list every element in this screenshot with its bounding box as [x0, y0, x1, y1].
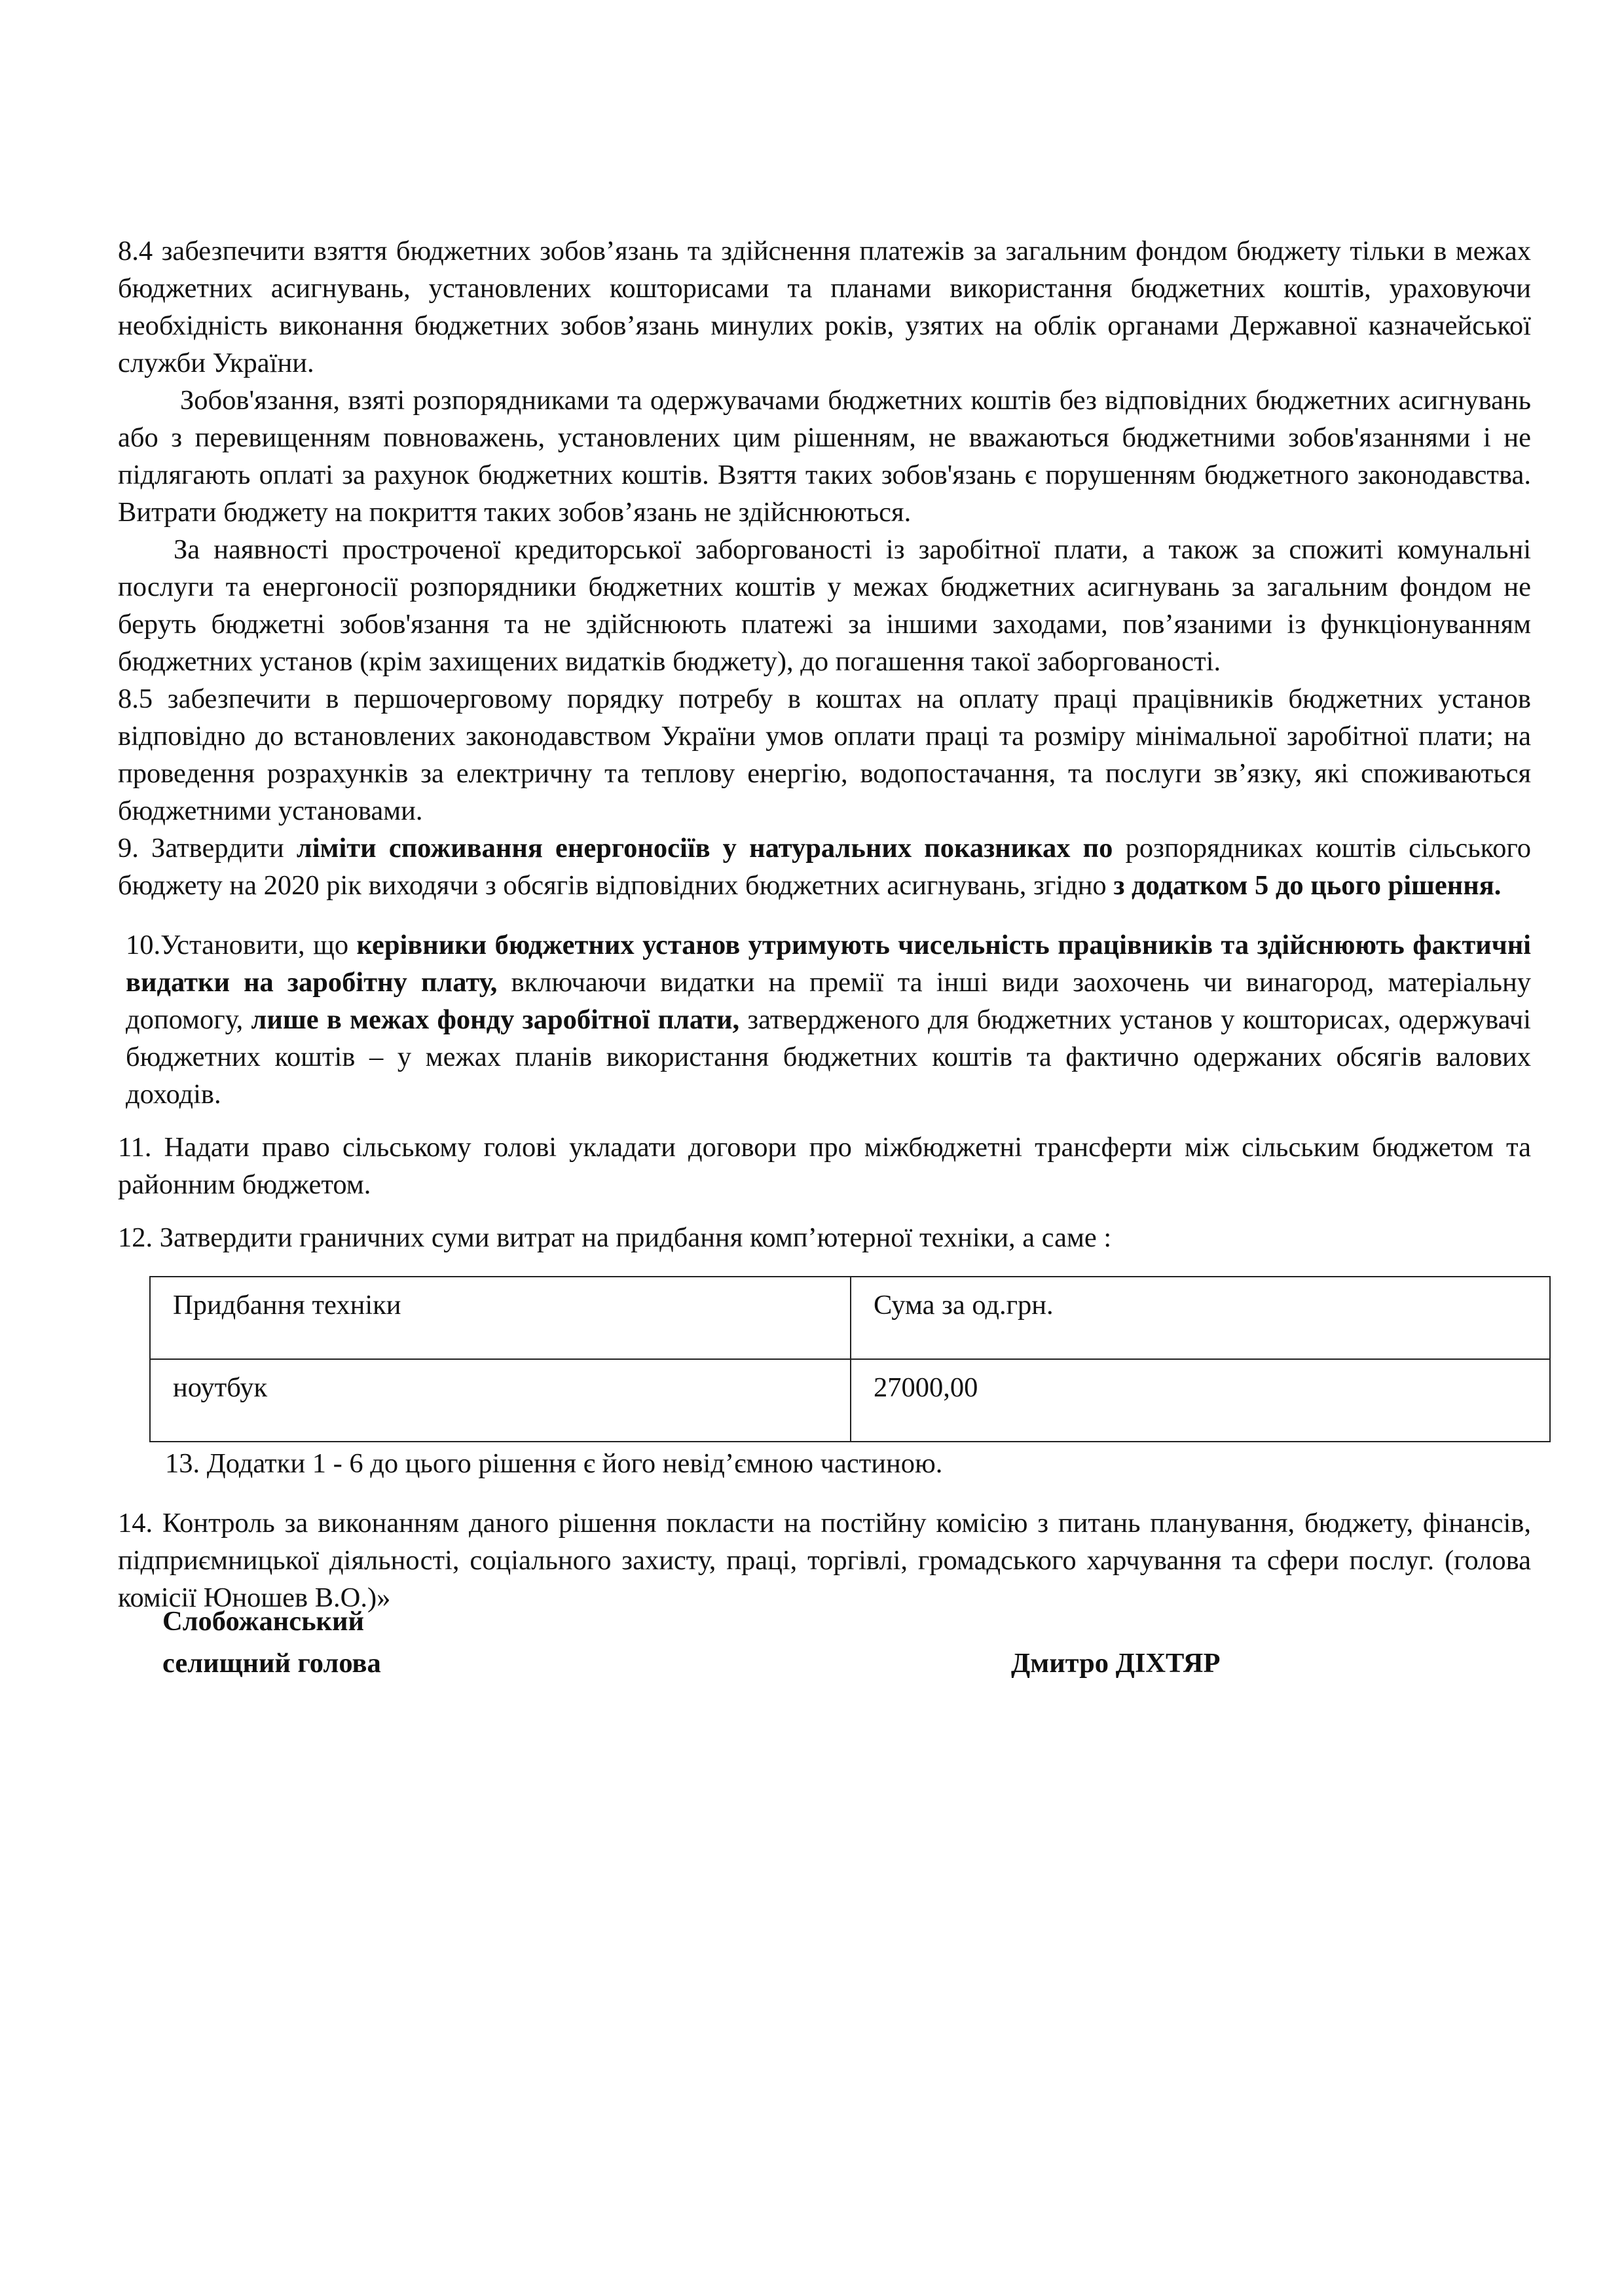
table-header-row	[150, 1277, 1550, 1359]
paragraph-11: 11. Надати право сільському голові укладати договори про міжбюджетні трансферти між сільським бюджетом та районним бюджетом.	[118, 1132, 1531, 1200]
table-header-equipment: Придбання техніки	[150, 1277, 851, 1359]
table-cell-equipment: ноутбук	[150, 1359, 851, 1442]
paragraph-13: 13. Додатки 1 - 6 до цього рішення є його невід’ємною частиною.	[165, 1448, 943, 1479]
paragraph-10-bold-2: лише в межах фонду заробітної плати,	[251, 1004, 740, 1035]
signature-title-line-1: Слобожанський	[162, 1606, 365, 1637]
computer-equipment-table	[149, 1276, 1551, 1442]
paragraph-9-text-1: 9. Затвердити	[118, 833, 297, 864]
signature-title-line-2: селищний голова	[162, 1648, 381, 1679]
paragraph-8-5: 8.5 забезпечити в першочерговому порядку потребу в коштах на оплату праці працівників бюджетних установ відповідно до встановлених законодавством України умов оплати праці та розміру мінімальної заробітної плати; на проведення розрахунків за електричну та теплову енергію, водопостачання, та послуги зв’язку, які споживаються бюджетними установами.	[118, 683, 1531, 826]
paragraph-obligations: Зобов'язання, взяті розпорядниками та одержувачами бюджетних коштів без відповідних бюджетних асигнувань або з перевищенням повноважень, установлених цим рішенням, не вважаються бюджетними зобов'язаннями і не підлягають оплаті за рахунок бюджетних коштів. Взяття таких зобов'язань є порушенням бюджетного законодавства. Витрати бюджету на покриття таких зобов’язань не здійснюються.	[118, 385, 1531, 528]
paragraph-10-text-1: 10.Установити, що	[126, 930, 357, 960]
document-body	[118, 232, 1531, 1616]
signature-block	[162, 1601, 1341, 1685]
paragraph-9	[118, 829, 1531, 904]
table-cell-amount: 27000,00	[851, 1359, 1550, 1442]
table-header-amount: Сума за од.грн.	[851, 1277, 1550, 1359]
paragraph-10-bold-1: керівники бюджетних установ утримують чисельність працівників та здійснюють фактичні видатки на заробітну плату,	[126, 930, 1531, 998]
paragraph-8-4: 8.4 забезпечити взяття бюджетних зобов’язань та здійснення платежів за загальним фондом бюджету тільки в межах бюджетних асигнувань, установлених кошторисами та планами використання бюджетних коштів, ураховуючи необхідність виконання бюджетних зобов’язань минулих років, узятих на облік органами Державної казначейської служби України.	[118, 236, 1531, 378]
paragraph-14: 14. Контроль за виконанням даного рішення покласти на постійну комісію з питань планування, бюджету, фінансів, підприємницької діяльності, соціального захисту, праці, торгівлі, громадського харчування та сфери послуг. (голова комісії Юношев В.О.)»	[118, 1508, 1531, 1613]
table-row	[150, 1359, 1550, 1442]
paragraph-12: 12. Затвердити граничних суми витрат на придбання комп’ютерної техніки, а саме :	[118, 1222, 1112, 1253]
paragraph-10-text-3: затвердженого для бюджетних установ у кошторисах, одержувачі бюджетних коштів – у межах планів використання бюджетних коштів та фактично одержаних обсягів валових доходів.	[126, 1004, 1531, 1110]
paragraph-9-bold-2: з додатком 5 до цього рішення.	[1113, 870, 1502, 901]
paragraph-9-text-2: розпорядниках коштів сільського бюджету на 2020 рік виходячи з обсягів відповідних бюджетних асигнувань, згідно	[118, 833, 1531, 901]
paragraph-arrears: За наявності простроченої кредиторської заборгованості із заробітної плати, а також за спожиті комунальні послуги та енергоносії розпорядники бюджетних коштів у межах бюджетних асигнувань за загальним фондом не беруть бюджетні зобов'язання та не здійснюють платежі за іншими заходами, пов’язаними із функціонуванням бюджетних установ (крім захищених видатків бюджету), до погашення такої заборгованості.	[118, 534, 1531, 677]
signature-name: Дмитро ДІХТЯР	[1011, 1648, 1221, 1679]
paragraph-9-bold-1: ліміти споживання енергоносіїв у натуральних показниках по	[296, 833, 1113, 864]
paragraph-10	[118, 926, 1531, 1113]
paragraph-10-text-2: включаючи видатки на премії та інші види заохочень чи винагород, матеріальну допомогу,	[126, 967, 1531, 1035]
